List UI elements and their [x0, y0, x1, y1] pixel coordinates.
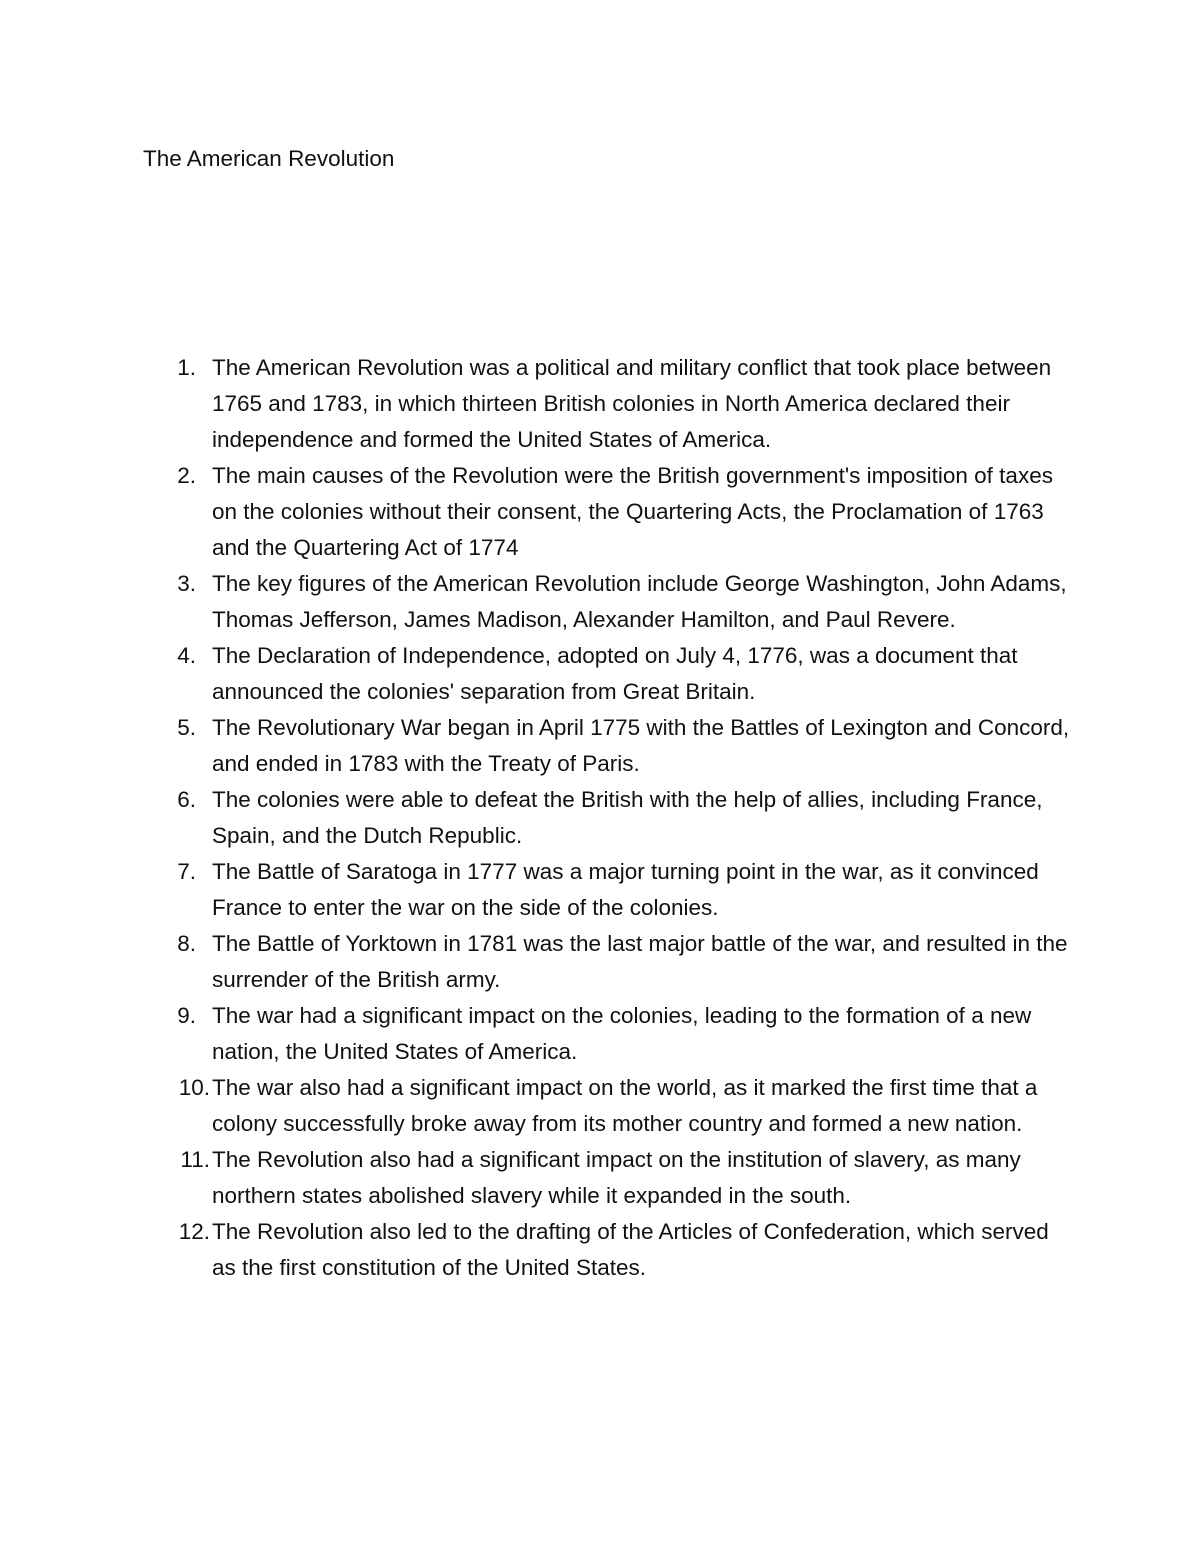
list-item — [150, 710, 1070, 782]
list-item — [150, 638, 1070, 710]
list-item-text: The Battle of Yorktown in 1781 was the last major battle of the war, and resulted in the surrender of the British army. — [212, 931, 1068, 992]
list-item — [150, 458, 1070, 566]
list-item-number: 8. — [177, 931, 196, 956]
list-item-number: 10. — [178, 1075, 210, 1100]
page-title: The American Revolution — [143, 146, 395, 171]
list-item — [150, 1070, 1070, 1142]
list-item-number: 1. — [177, 355, 196, 380]
list-item-number: 9. — [177, 1003, 196, 1028]
list-item-text: The key figures of the American Revolution include George Washington, John Adams, Thomas Jefferson, James Madison, Alexander Hamilton, and Paul Revere. — [212, 571, 1067, 632]
list-item-number: 7. — [177, 859, 196, 884]
list-item — [150, 854, 1070, 926]
list-item — [150, 1142, 1070, 1214]
list-item — [150, 1214, 1070, 1286]
list-item-number: 6. — [177, 787, 196, 812]
list-item-number: 4. — [177, 643, 196, 668]
list-item-text: The Battle of Saratoga in 1777 was a major turning point in the war, as it convinced France to enter the war on the side of the colonies. — [212, 859, 1039, 920]
list-item-number: 3. — [177, 571, 196, 596]
list-item-number: 11. — [180, 1147, 210, 1172]
list-item — [150, 926, 1070, 998]
list-item-text: The Revolutionary War began in April 1775 with the Battles of Lexington and Concord, and ended in 1783 with the Treaty of Paris. — [212, 715, 1070, 776]
list-item-text: The war had a significant impact on the colonies, leading to the formation of a new nation, the United States of America. — [212, 1003, 1032, 1064]
list-item-text: The Declaration of Independence, adopted on July 4, 1776, was a document that announced the colonies' separation from Great Britain. — [212, 643, 1018, 704]
list-item-number: 2. — [177, 463, 196, 488]
list-item — [150, 998, 1070, 1070]
list-item — [150, 566, 1070, 638]
list-item-text: The colonies were able to defeat the British with the help of allies, including France, Spain, and the Dutch Republic. — [212, 787, 1043, 848]
list-item-text: The main causes of the Revolution were the British government's imposition of taxes on the colonies without their consent, the Quartering Acts, the Proclamation of 1763 and the Quartering Act of 1774 — [212, 463, 1053, 560]
list-item — [150, 350, 1070, 458]
list-item-text: The American Revolution was a political and military conflict that took place between 1765 and 1783, in which thirteen British colonies in North America declared their independence and formed the United States of America. — [212, 355, 1052, 452]
list-item-number: 12. — [178, 1219, 210, 1244]
list-item-number: 5. — [177, 715, 196, 740]
list-item-text: The Revolution also led to the drafting of the Articles of Confederation, which served as the first constitution of the United States. — [212, 1219, 1049, 1280]
numbered-list — [150, 350, 1070, 1286]
list-item-text: The war also had a significant impact on the world, as it marked the first time that a colony successfully broke away from its mother country and formed a new nation. — [212, 1075, 1038, 1136]
list-item — [150, 782, 1070, 854]
list-item-text: The Revolution also had a significant impact on the institution of slavery, as many northern states abolished slavery while it expanded in the south. — [212, 1147, 1021, 1208]
